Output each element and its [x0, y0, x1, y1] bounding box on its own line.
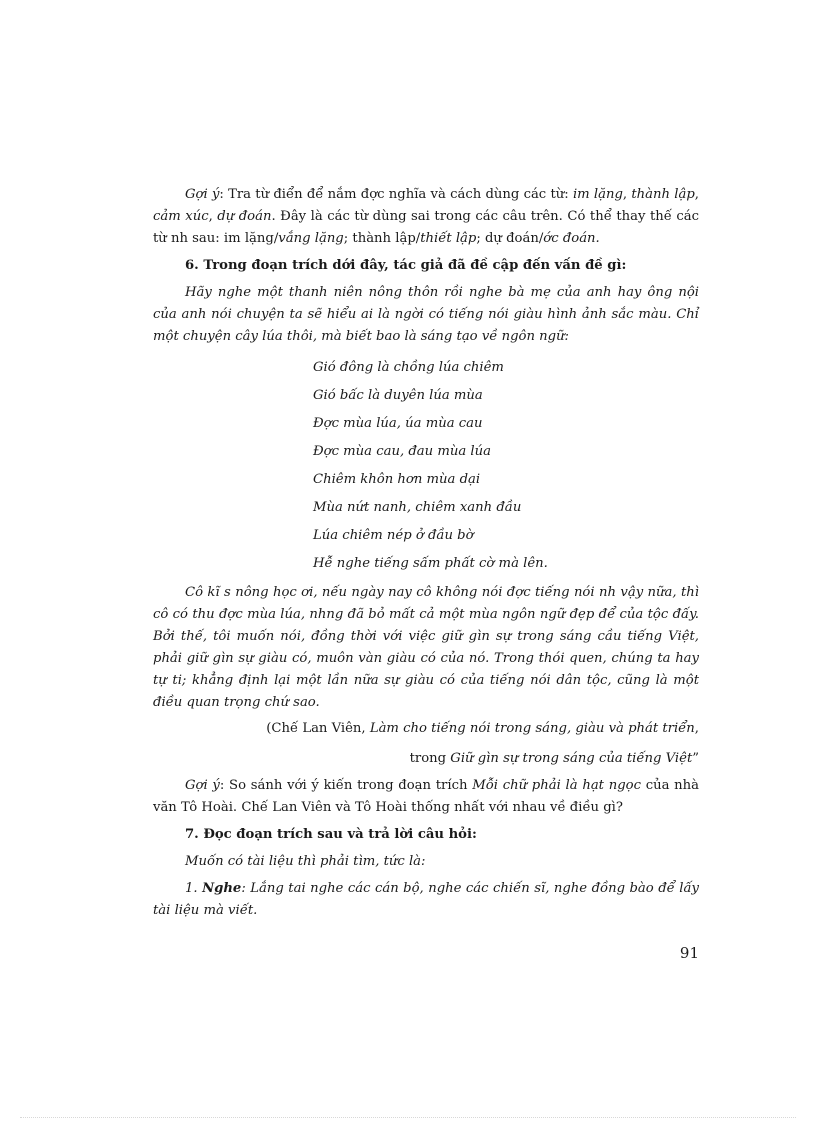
text-span: ; dự đoán/ — [476, 231, 544, 246]
item-keyword: Nghe — [202, 881, 242, 896]
italic-term: thiết lập — [420, 231, 477, 246]
hint-paragraph-1 — [153, 184, 699, 250]
text-span: : So sánh với ý kiến trong đoạn trích — [219, 778, 473, 793]
citation-line-2 — [153, 748, 699, 770]
quote-paragraph-1: Hãy nghe một thanh niên nông thôn rồi nghe bà mẹ của anh hay ông nội của anh nói chuyện ta sẽ hiểu ai là ngời có tiếng nói giàu hình ảnh sắc màu. Chỉ một chuyện cây lúa thôi, mà biết bao là sáng tạo về ngôn ngữ: — [153, 285, 699, 344]
text-span: , — [694, 187, 699, 202]
italic-term: cảm xúc — [153, 209, 209, 224]
citation-title: Giữ gìn sự trong sáng của tiếng Việt — [450, 751, 693, 766]
poem-line: Đợc mùa cau, đau mùa lúa — [313, 444, 491, 459]
citation-title: Làm cho tiếng nói trong sáng, giàu và phát triển — [369, 721, 695, 736]
page-content — [153, 184, 699, 922]
italic-term: dự đoán — [217, 209, 272, 224]
text-span: , — [208, 209, 218, 224]
italic-term: Mỗi chữ phải là hạt ngọc — [472, 778, 641, 793]
text-span: ; thành lập/ — [343, 231, 421, 246]
text-span: : Tra từ điển để nắm đợc nghĩa và cách dùng các từ: — [219, 187, 573, 202]
italic-term: ớc — [543, 231, 559, 246]
question-6-heading: 6. Trong đoạn trích dới đây, tác giả đã đề cập đến vấn đề gì: — [185, 258, 627, 273]
citation-line-1 — [153, 718, 699, 740]
text-span: ” — [692, 751, 699, 766]
italic-term: đoán. — [558, 231, 600, 246]
poem-block — [313, 354, 699, 578]
poem-line: Gió bấc là duyên lúa mùa — [313, 388, 483, 403]
text-span: của nhà văn Tô Hoài. Chế Lan Viên và Tô Hoài thống nhất với nhau về điều gì? — [153, 778, 699, 815]
quote-paragraph-2: Cô kĩ s nông học ơi, nếu ngày nay cô không nói đợc tiếng nói nh vậy nữa, thì cô có thu đợc mùa lúa, nhng đã bỏ mất cả một mùa ngôn ngữ đẹp để của tộc đấy. Bởi thế, tôi muốn nói, đồng thời với việc giữ gìn sự trong sáng cầu tiếng Việt, phải giữ gìn sự giàu có, muôn vàn giàu có của nó. Trong thói quen, chúng ta hay tự ti; khẳng định lại một lần nữa sự giàu có của tiếng nói dân tộc, cũng là một điều quan trọng chứ sao. — [153, 585, 699, 710]
poem-line: Chiêm khôn hơn mùa dại — [313, 472, 481, 487]
italic-term: thành lập — [631, 187, 695, 202]
hint-label: Gợi ý — [185, 778, 220, 793]
item-number: 1. — [185, 881, 203, 896]
italic-term: vắng lặng — [278, 231, 344, 246]
text-span: trong — [409, 751, 451, 766]
text-span: , — [694, 721, 699, 736]
poem-line: Mùa nứt nanh, chiêm xanh đầu — [313, 500, 522, 515]
poem-line: Đợc mùa lúa, úa mùa cau — [313, 416, 483, 431]
question-7-intro: Muốn có tài liệu thì phải tìm, tức là: — [185, 854, 426, 869]
italic-term: im lặng — [572, 187, 623, 202]
poem-line: Lúa chiêm nép ở đầu bờ — [313, 528, 474, 543]
text-span: . Đây là các từ dùng sai trong các câu trên. Có thể thay thế các từ nh sau: im lặng/ — [153, 209, 699, 246]
hint-label: Gợi ý — [185, 187, 220, 202]
question-7-item-1 — [153, 878, 699, 922]
page-number: 91 — [679, 944, 699, 962]
poem-line: Gió đông là chồng lúa chiêm — [313, 360, 504, 375]
hint-paragraph-2 — [153, 775, 699, 819]
text-span: : Lắng tai nghe các cán bộ, nghe các chiến sĩ, nghe đồng bào để lấy tài liệu mà viết. — [153, 881, 699, 918]
poem-line: Hễ nghe tiếng sấm phất cờ mà lên. — [313, 556, 548, 571]
text-span: , — [622, 187, 632, 202]
question-7-heading: 7. Đọc đoạn trích sau và trả lời câu hỏi: — [185, 827, 477, 842]
page-bottom-divider — [20, 1117, 796, 1118]
text-span: (Chế Lan Viên, — [266, 721, 370, 736]
